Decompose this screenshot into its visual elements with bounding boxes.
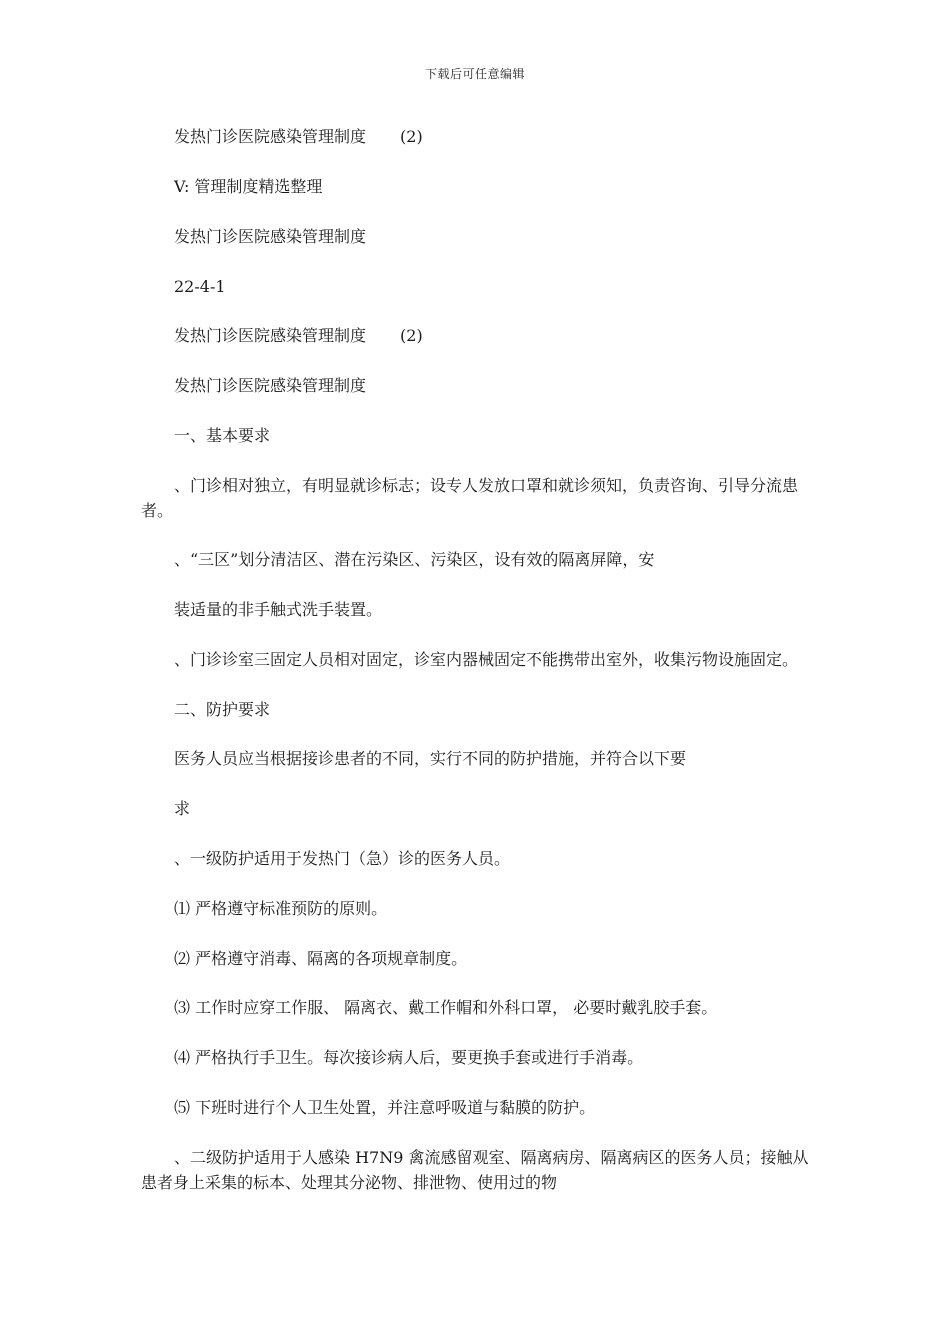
category-line: V: 管理制度精选整理 <box>174 177 323 196</box>
repeat-title: 发热门诊医院感染管理制度 <box>174 326 367 345</box>
paragraph-level2: 、二级防护适用于人感染 H7N9 禽流感留观室、隔离病房、隔离病区的医务人员；接触从患者身上采集的标本、处理其分泌物、排泄物、使用过的物 <box>141 1148 809 1192</box>
section-heading-basic: 一、基本要求 <box>174 426 271 445</box>
date-line: 22-4-1 <box>174 277 226 296</box>
paragraph-basic-3: 、门诊诊室三固定人员相对固定，诊室内器械固定不能携带出室外，收集污物设施固定。 <box>174 650 799 669</box>
repeat-title-line <box>174 323 423 348</box>
page-header: 下载后可任意编辑 <box>424 67 525 81</box>
paragraph-protection-intro-a: 医务人员应当根据接诊患者的不同，实行不同的防护措施，并符合以下要 <box>174 749 687 768</box>
list-item-1: ⑴ 严格遵守标准预防的原则。 <box>174 899 388 918</box>
main-title-line: 发热门诊医院感染管理制度 <box>174 376 367 395</box>
paragraph-basic-1: 、门诊相对独立，有明显就诊标志；设专人发放口罩和就诊须知，负责咨询、引导分流患者。 <box>141 476 799 520</box>
repeat-title-suffix: (2) <box>400 326 423 345</box>
paragraph-protection-intro-b: 求 <box>174 799 191 818</box>
section-heading-protection: 二、防护要求 <box>174 700 271 719</box>
doc-title-line <box>174 124 423 149</box>
list-item-4: ⑷ 严格执行手卫生。每次接诊病人后，要更换手套或进行手消毒。 <box>174 1048 644 1067</box>
paragraph-basic-2a: 、“三区”划分清洁区、潜在污染区、污染区，设有效的隔离屏障，安 <box>174 550 655 569</box>
list-item-5: ⑸ 下班时进行个人卫生处置，并注意呼吸道与黏膜的防护。 <box>174 1098 596 1117</box>
list-item-3: ⑶ 工作时应穿工作服、 隔离衣、戴工作帽和外科口罩， 必要时戴乳胶手套。 <box>174 998 718 1017</box>
doc-title: 发热门诊医院感染管理制度 <box>174 127 367 146</box>
subtitle-line: 发热门诊医院感染管理制度 <box>174 227 367 246</box>
doc-title-suffix: (2) <box>400 127 423 146</box>
list-item-2: ⑵ 严格遵守消毒、隔离的各项规章制度。 <box>174 949 468 968</box>
paragraph-basic-2b: 装适量的非手触式洗手装置。 <box>174 600 383 619</box>
paragraph-level1: 、一级防护适用于发热门（急）诊的医务人员。 <box>174 849 511 868</box>
